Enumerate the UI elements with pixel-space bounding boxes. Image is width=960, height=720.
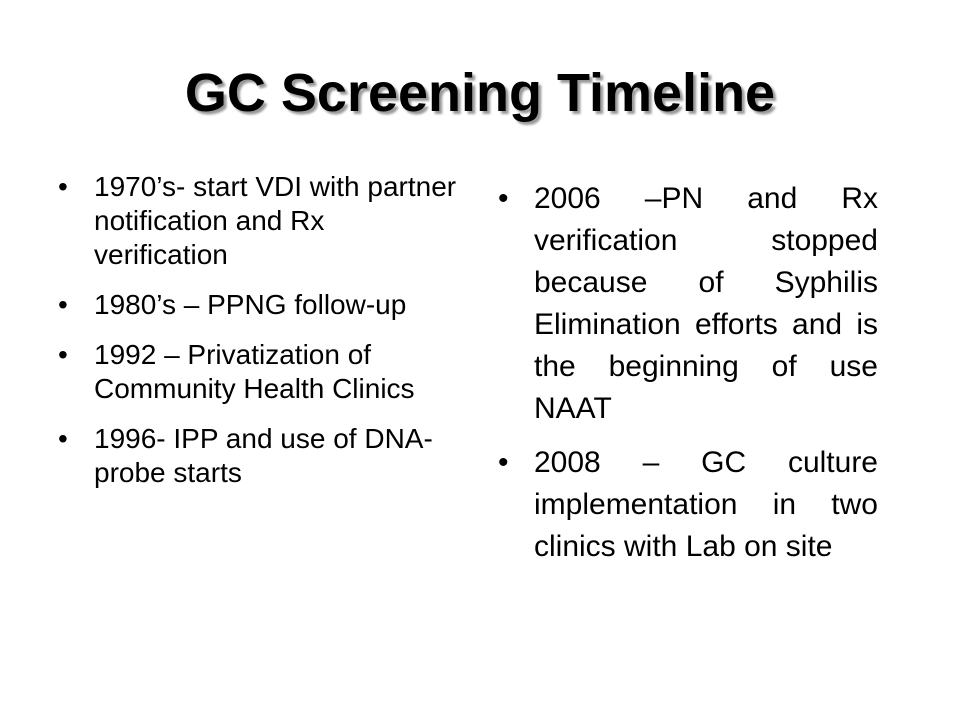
- bullet-icon: •: [58, 171, 68, 202]
- right-bullet-list: [498, 178, 878, 580]
- list-item: [58, 288, 458, 322]
- bullet-text: 1980’s – PPNG follow-up: [94, 289, 407, 320]
- bullet-icon: •: [58, 423, 68, 454]
- list-item: [498, 442, 878, 568]
- list-item: [58, 422, 458, 490]
- bullet-icon: •: [58, 339, 68, 370]
- list-item: [58, 338, 458, 406]
- left-bullet-list: [58, 170, 458, 506]
- list-item: [58, 170, 458, 272]
- bullet-icon: •: [498, 182, 509, 215]
- bullet-text: 1996- IPP and use of DNA-probe starts: [94, 423, 433, 488]
- slide-title: GC Screening Timeline: [184, 63, 776, 123]
- bullet-icon: •: [498, 446, 509, 479]
- bullet-text: 2006 –PN and Rx verification stopped because of Syphilis Elimination efforts and is the beginning of use NAAT: [534, 182, 878, 425]
- list-item: [498, 178, 878, 430]
- bullet-icon: •: [58, 289, 68, 320]
- bullet-text: 1992 – Privatization of Community Health Clinics: [94, 339, 415, 404]
- bullet-text: 1970’s- start VDI with partner notification and Rx verification: [94, 171, 457, 270]
- bullet-text: 2008 – GC culture implementation in two clinics with Lab on site: [534, 446, 878, 563]
